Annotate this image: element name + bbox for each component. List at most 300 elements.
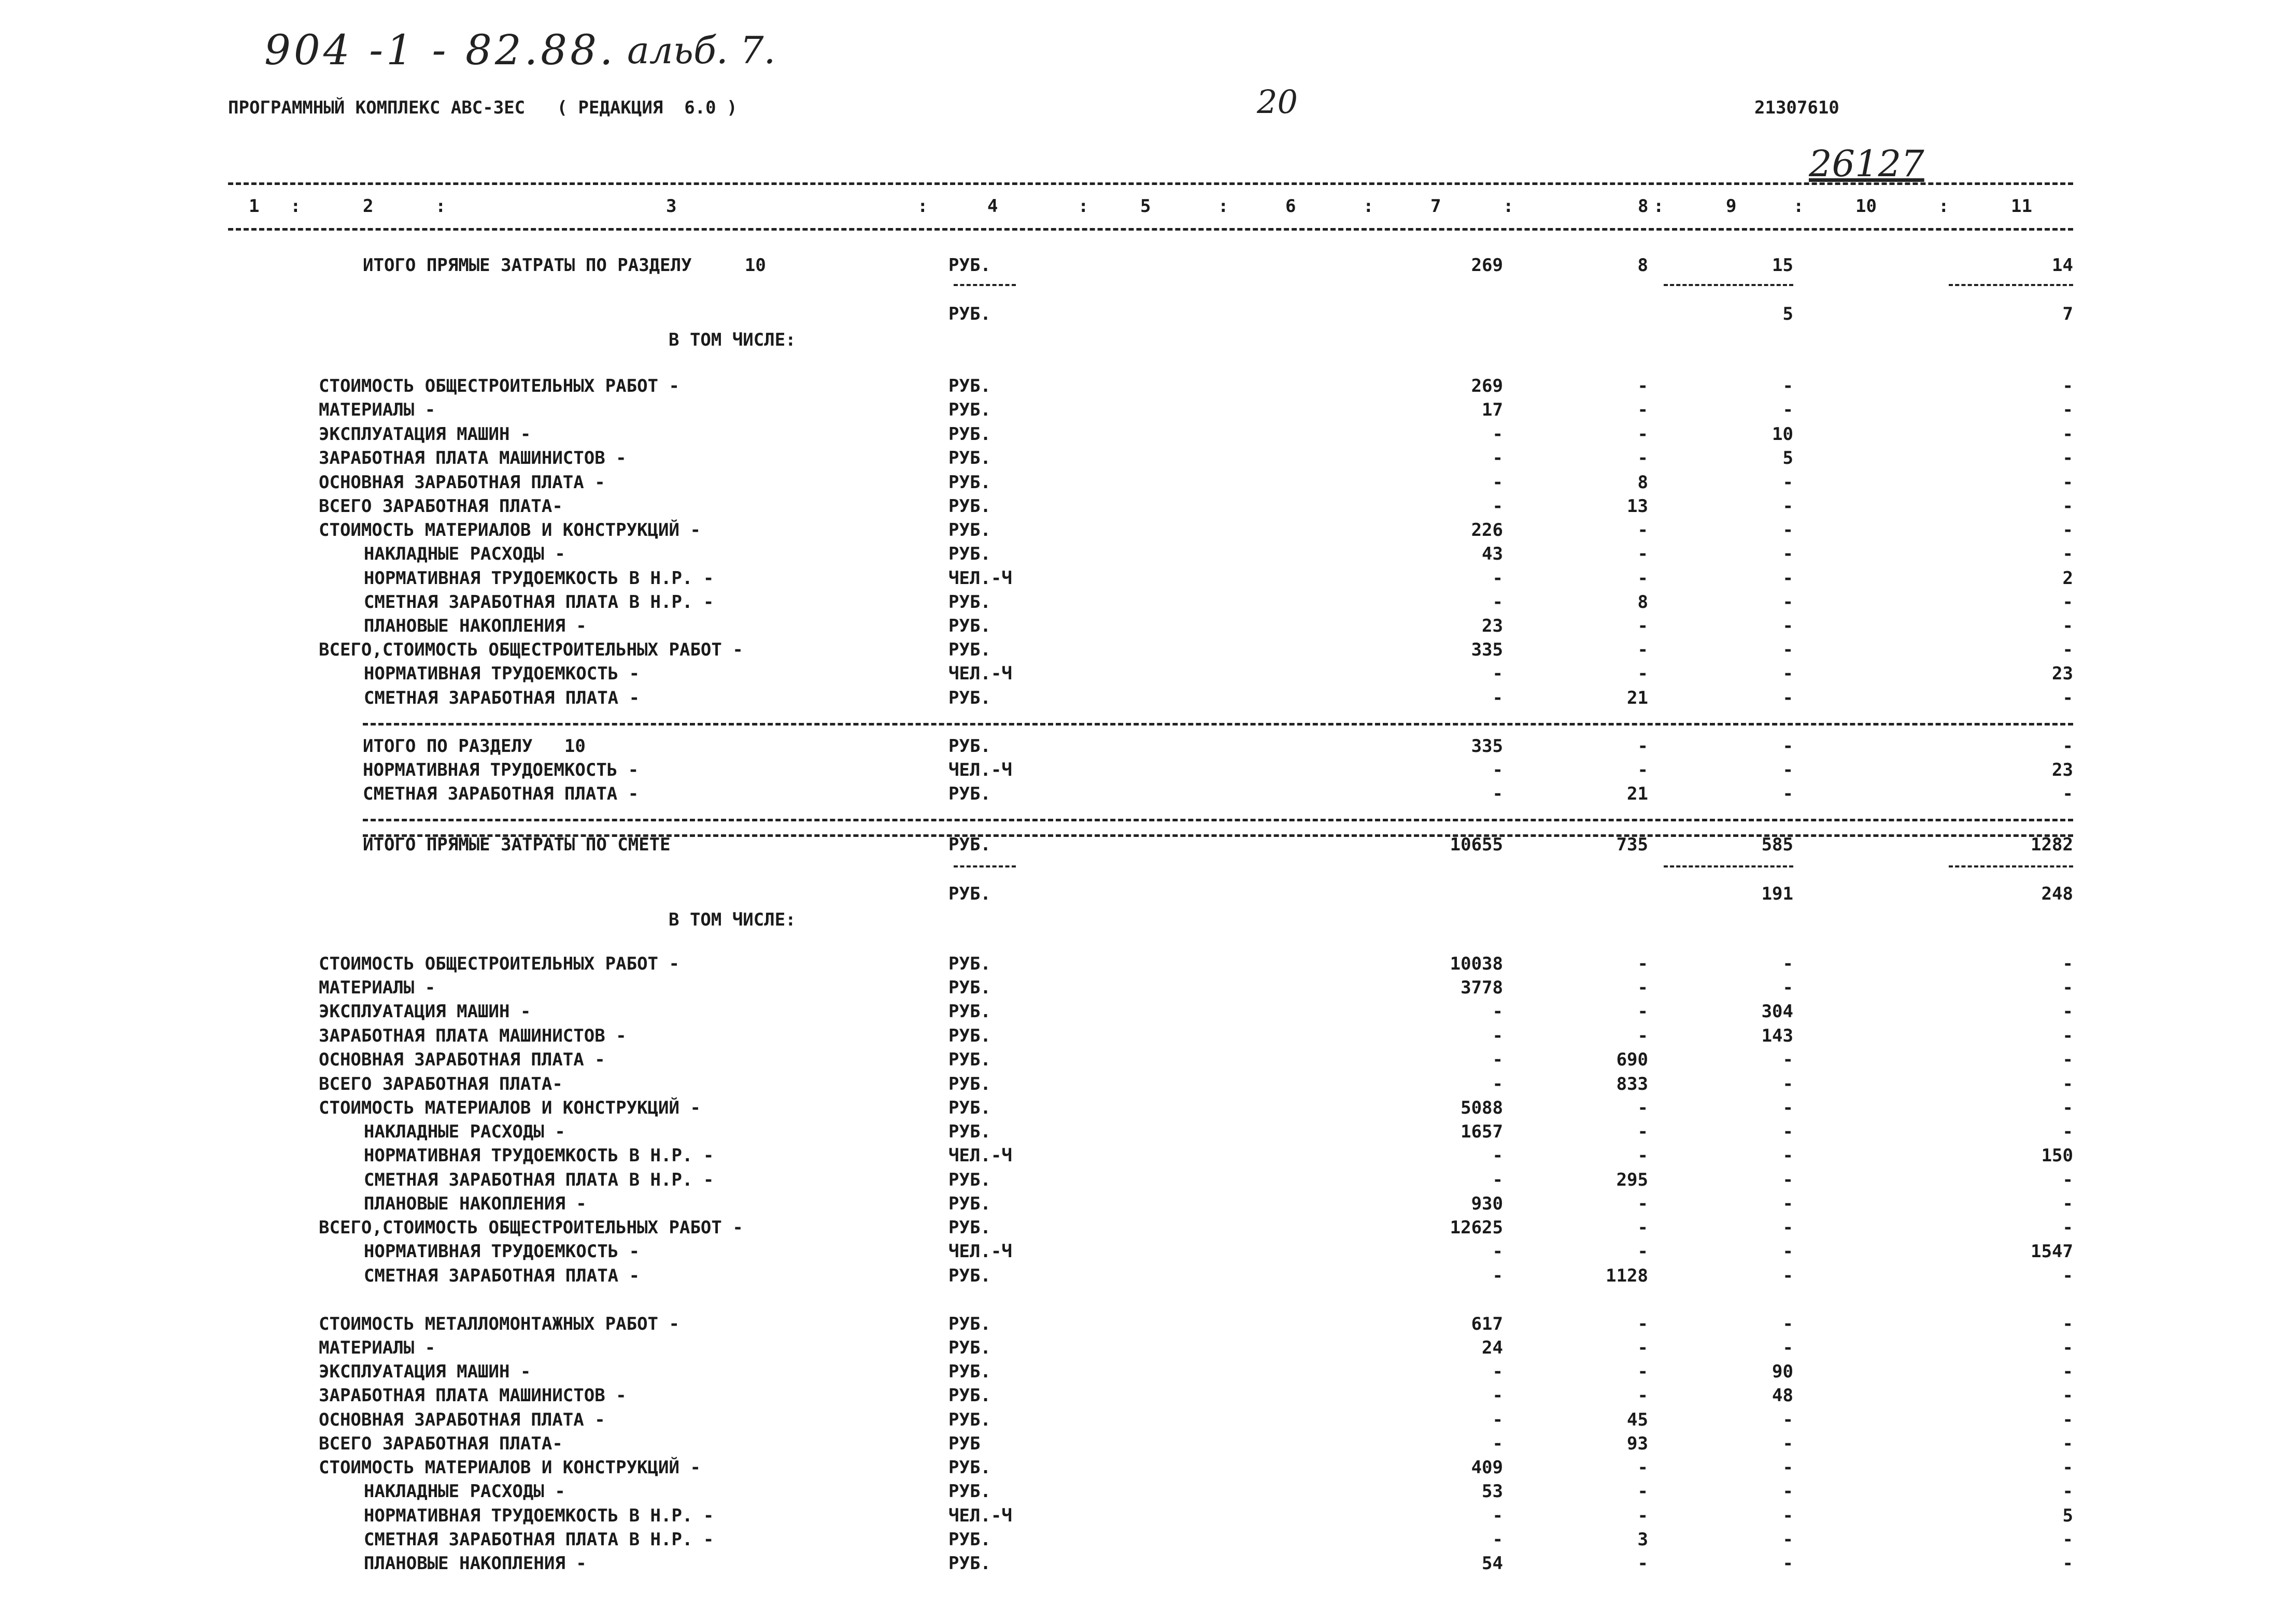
column-header-3: 3 <box>666 196 677 217</box>
row-label: ОСНОВНАЯ ЗАРАБОТНАЯ ПЛАТА - <box>319 1049 605 1070</box>
row-unit: ЧЕЛ.-Ч <box>948 1145 1012 1166</box>
cell-col9: - <box>1782 568 1793 589</box>
cell-col11: 7 <box>2062 304 2073 324</box>
cell-col11: 5 <box>2062 1505 2073 1526</box>
row-label: СТОИМОСТЬ ОБЩЕСТРОИТЕЛЬНЫХ РАБОТ - <box>319 954 679 974</box>
cell-col7: 1657 <box>1461 1121 1503 1142</box>
cell-col11: - <box>2062 1170 2073 1190</box>
cell-col7: - <box>1492 760 1503 780</box>
table-rule <box>363 819 2073 821</box>
cell-col8: 833 <box>1616 1074 1648 1094</box>
cell-col9: - <box>1782 760 1793 780</box>
row-label: ЗАРАБОТНАЯ ПЛАТА МАШИНИСТОВ - <box>319 448 627 468</box>
cell-col8: - <box>1637 639 1648 660</box>
row-label: СМЕТНАЯ ЗАРАБОТНАЯ ПЛАТА В Н.Р. - <box>321 592 714 613</box>
cell-col11: - <box>2062 977 2073 998</box>
row-unit: РУБ. <box>948 400 991 420</box>
cell-col8: 690 <box>1616 1049 1648 1070</box>
cell-col8: - <box>1637 1193 1648 1214</box>
row-unit: РУБ. <box>948 1553 991 1574</box>
row-label: МАТЕРИАЛЫ - <box>319 1338 436 1358</box>
column-separator: : <box>1078 196 1089 217</box>
cell-col9: - <box>1782 1145 1793 1166</box>
cell-col9: - <box>1782 376 1793 396</box>
cell-col8: - <box>1637 568 1648 589</box>
cell-col8: - <box>1637 1505 1648 1526</box>
cell-col11: - <box>2062 1098 2073 1118</box>
row-label: СМЕТНАЯ ЗАРАБОТНАЯ ПЛАТА - <box>321 688 640 708</box>
cell-col8: 45 <box>1627 1410 1648 1430</box>
row-label: НОРМАТИВНАЯ ТРУДОЕМКОСТЬ - <box>321 1241 640 1262</box>
header-bottom-rule <box>228 228 2073 231</box>
cell-col7: - <box>1492 1049 1503 1070</box>
cell-col9: 191 <box>1761 884 1793 904</box>
row-unit: РУБ. <box>948 520 991 540</box>
row-unit: РУБ. <box>948 1098 991 1118</box>
cell-col9: 585 <box>1761 834 1793 855</box>
cell-col8: - <box>1637 1241 1648 1262</box>
column-header-11: 11 <box>2011 196 2032 217</box>
row-unit: РУБ. <box>948 954 991 974</box>
cell-col7: 5088 <box>1461 1098 1503 1118</box>
cell-col8: - <box>1637 1145 1648 1166</box>
cell-col9: 304 <box>1761 1001 1793 1022</box>
cell-col7: 12625 <box>1450 1217 1503 1238</box>
cell-col8: 21 <box>1627 784 1648 804</box>
row-unit: ЧЕЛ.-Ч <box>948 568 1012 589</box>
cell-col8: - <box>1637 1001 1648 1022</box>
cell-col11: - <box>2062 1338 2073 1358</box>
cell-col11: 150 <box>2041 1145 2073 1166</box>
cell-col7: - <box>1492 448 1503 468</box>
cell-col11: - <box>2062 1265 2073 1286</box>
handwritten-page-number: 20 <box>1257 83 1298 121</box>
row-unit: РУБ. <box>948 376 991 396</box>
row-label: СМЕТНАЯ ЗАРАБОТНАЯ ПЛАТА - <box>363 784 639 804</box>
row-unit: РУБ <box>948 1433 981 1454</box>
cell-col8: 8 <box>1637 472 1648 493</box>
cell-col7: - <box>1492 688 1503 708</box>
cell-col9: 90 <box>1772 1361 1793 1382</box>
cell-col7: 17 <box>1482 400 1503 420</box>
row-unit: РУБ. <box>948 1385 991 1406</box>
cell-col7: - <box>1492 568 1503 589</box>
column-separator: : <box>435 196 446 217</box>
cell-col9: 10 <box>1772 424 1793 445</box>
cell-col7: - <box>1492 1361 1503 1382</box>
cell-col7: - <box>1492 1505 1503 1526</box>
column-separator: : <box>917 196 928 217</box>
cell-col7: - <box>1492 1385 1503 1406</box>
cell-col11: - <box>2062 954 2073 974</box>
cell-col11: - <box>2062 1553 2073 1574</box>
row-label: ИТОГО ПРЯМЫЕ ЗАТРАТЫ ПО СМЕТЕ <box>363 834 671 855</box>
cell-col8: - <box>1637 736 1648 757</box>
cell-col8: - <box>1637 544 1648 564</box>
cell-col7: - <box>1492 592 1503 613</box>
column-separator: : <box>1503 196 1514 217</box>
row-label: СТОИМОСТЬ МАТЕРИАЛОВ И КОНСТРУКЦИЙ - <box>319 1098 701 1118</box>
cell-col11: - <box>2062 616 2073 636</box>
cell-col8: - <box>1637 520 1648 540</box>
cell-col8: - <box>1637 1314 1648 1334</box>
cell-col9: - <box>1782 1241 1793 1262</box>
row-label: ВСЕГО ЗАРАБОТНАЯ ПЛАТА- <box>319 1433 563 1454</box>
cell-col11: - <box>2062 1410 2073 1430</box>
cell-col7: 54 <box>1482 1553 1503 1574</box>
cell-col8: 3 <box>1637 1529 1648 1550</box>
cell-col11: - <box>2062 1481 2073 1502</box>
cell-col11: - <box>2062 784 2073 804</box>
cell-col9: - <box>1782 1338 1793 1358</box>
cell-col7: - <box>1492 1410 1503 1430</box>
cell-col9: - <box>1782 977 1793 998</box>
cell-col7: 3778 <box>1461 977 1503 998</box>
cell-col9: 143 <box>1761 1026 1793 1046</box>
cell-col11: - <box>2062 736 2073 757</box>
cell-col11: - <box>2062 496 2073 517</box>
cell-col8: - <box>1637 1217 1648 1238</box>
row-label: СМЕТНАЯ ЗАРАБОТНАЯ ПЛАТА В Н.Р. - <box>321 1170 714 1190</box>
column-separator: : <box>1938 196 1949 217</box>
row-unit: РУБ. <box>948 1074 991 1094</box>
cell-col7: 10038 <box>1450 954 1503 974</box>
cell-col8: - <box>1637 448 1648 468</box>
row-label: В ТОМ ЧИСЛЕ: <box>669 330 796 350</box>
row-label: ОСНОВНАЯ ЗАРАБОТНАЯ ПЛАТА - <box>319 472 605 493</box>
column-header-7: 7 <box>1430 196 1441 217</box>
row-label: ЭКСПЛУАТАЦИЯ МАШИН - <box>319 1361 531 1382</box>
cell-col9: - <box>1782 496 1793 517</box>
cell-col8: - <box>1637 424 1648 445</box>
row-label: СТОИМОСТЬ ОБЩЕСТРОИТЕЛЬНЫХ РАБОТ - <box>319 376 679 396</box>
cell-col9: - <box>1782 1193 1793 1214</box>
cell-col11: - <box>2062 1529 2073 1550</box>
cell-col11: - <box>2062 1193 2073 1214</box>
row-label: МАТЕРИАЛЫ - <box>319 400 436 420</box>
cell-col7: - <box>1492 1265 1503 1286</box>
cell-col8: - <box>1637 1457 1648 1478</box>
cell-col9: - <box>1782 1410 1793 1430</box>
cell-col11: - <box>2062 1314 2073 1334</box>
cell-col8: 8 <box>1637 592 1648 613</box>
row-label: НОРМАТИВНАЯ ТРУДОЕМКОСТЬ В Н.Р. - <box>321 1505 714 1526</box>
row-unit: РУБ. <box>948 1361 991 1382</box>
table-rule <box>1664 865 1793 867</box>
cell-col8: - <box>1637 1361 1648 1382</box>
cell-col9: - <box>1782 954 1793 974</box>
column-header-10: 10 <box>1855 196 1877 217</box>
cell-col9: - <box>1782 400 1793 420</box>
cell-col8: - <box>1637 760 1648 780</box>
row-label: СТОИМОСТЬ МЕТАЛЛОМОНТАЖНЫХ РАБОТ - <box>319 1314 679 1334</box>
row-unit: РУБ. <box>948 544 991 564</box>
cell-col11: - <box>2062 1457 2073 1478</box>
cell-col11: - <box>2062 1433 2073 1454</box>
cell-col7: - <box>1492 496 1503 517</box>
cell-col7: 10655 <box>1450 834 1503 855</box>
row-unit: РУБ. <box>948 1121 991 1142</box>
cell-col11: - <box>2062 472 2073 493</box>
cell-col11: - <box>2062 1074 2073 1094</box>
cell-col8: 8 <box>1637 255 1648 276</box>
cell-col11: - <box>2062 448 2073 468</box>
cell-col9: 5 <box>1782 448 1793 468</box>
cell-col7: - <box>1492 424 1503 445</box>
row-label: НОРМАТИВНАЯ ТРУДОЕМКОСТЬ В Н.Р. - <box>321 568 714 589</box>
row-unit: РУБ. <box>948 639 991 660</box>
cell-col8: 295 <box>1616 1170 1648 1190</box>
cell-col7: 335 <box>1471 736 1503 757</box>
cell-col8: - <box>1637 400 1648 420</box>
cell-col11: 23 <box>2052 760 2073 780</box>
row-unit: РУБ. <box>948 592 991 613</box>
cell-col7: 269 <box>1471 376 1503 396</box>
table-rule <box>1949 284 2073 286</box>
cell-col8: - <box>1637 1553 1648 1574</box>
column-header-5: 5 <box>1140 196 1151 217</box>
cell-col7: 53 <box>1482 1481 1503 1502</box>
cell-col11: 248 <box>2041 884 2073 904</box>
column-separator: : <box>290 196 301 217</box>
table-rule <box>1664 284 1793 286</box>
row-unit: РУБ. <box>948 496 991 517</box>
cell-col8: - <box>1637 663 1648 684</box>
cell-col9: - <box>1782 736 1793 757</box>
row-unit: РУБ. <box>948 255 991 276</box>
cell-col8: 735 <box>1616 834 1648 855</box>
row-label: СТОИМОСТЬ МАТЕРИАЛОВ И КОНСТРУКЦИЙ - <box>319 1457 701 1478</box>
table-rule <box>1949 865 2073 867</box>
cell-col9: - <box>1782 1433 1793 1454</box>
table-rule <box>363 834 2073 837</box>
cell-col9: - <box>1782 1481 1793 1502</box>
top-rule <box>228 182 2073 185</box>
cell-col9: - <box>1782 592 1793 613</box>
cell-col9: - <box>1782 1170 1793 1190</box>
row-unit: РУБ. <box>948 784 991 804</box>
cell-col11: - <box>2062 688 2073 708</box>
row-label: ЭКСПЛУАТАЦИЯ МАШИН - <box>319 1001 531 1022</box>
row-unit: РУБ. <box>948 1193 991 1214</box>
row-unit: РУБ. <box>948 1314 991 1334</box>
cell-col8: - <box>1637 977 1648 998</box>
row-label: ИТОГО ПРЯМЫЕ ЗАТРАТЫ ПО РАЗДЕЛУ 10 <box>363 255 766 276</box>
cell-col9: - <box>1782 1505 1793 1526</box>
row-label: НАКЛАДНЫЕ РАСХОДЫ - <box>321 1481 565 1502</box>
cell-col9: - <box>1782 1265 1793 1286</box>
cell-col9: 15 <box>1772 255 1793 276</box>
cell-col11: - <box>2062 424 2073 445</box>
cell-col9: - <box>1782 520 1793 540</box>
cell-col9: - <box>1782 1098 1793 1118</box>
cell-col7: - <box>1492 1001 1503 1022</box>
cell-col7: 335 <box>1471 639 1503 660</box>
cell-col9: - <box>1782 784 1793 804</box>
cell-col9: - <box>1782 544 1793 564</box>
cell-col7: 226 <box>1471 520 1503 540</box>
row-unit: РУБ. <box>948 304 991 324</box>
cell-col9: - <box>1782 616 1793 636</box>
column-separator: : <box>1653 196 1664 217</box>
column-header-8: 8 <box>1638 196 1649 217</box>
row-label: ОСНОВНАЯ ЗАРАБОТНАЯ ПЛАТА - <box>319 1410 605 1430</box>
cell-col9: 48 <box>1772 1385 1793 1406</box>
cell-col7: 23 <box>1482 616 1503 636</box>
cell-col7: - <box>1492 1074 1503 1094</box>
row-unit: РУБ. <box>948 834 991 855</box>
cell-col7: 409 <box>1471 1457 1503 1478</box>
cell-col11: 1282 <box>2031 834 2073 855</box>
row-label: НАКЛАДНЫЕ РАСХОДЫ - <box>321 544 565 564</box>
row-unit: РУБ. <box>948 448 991 468</box>
table-rule <box>954 865 1016 867</box>
cell-col9: - <box>1782 1217 1793 1238</box>
cell-col9: - <box>1782 1553 1793 1574</box>
table-rule <box>954 284 1016 286</box>
column-header-9: 9 <box>1726 196 1737 217</box>
cell-col7: - <box>1492 1170 1503 1190</box>
row-label: ПЛАНОВЫЕ НАКОПЛЕНИЯ - <box>321 1193 587 1214</box>
cell-col7: - <box>1492 663 1503 684</box>
cell-col11: - <box>2062 592 2073 613</box>
column-separator: : <box>1793 196 1804 217</box>
row-label: ВСЕГО ЗАРАБОТНАЯ ПЛАТА- <box>319 1074 563 1094</box>
cell-col11: - <box>2062 1049 2073 1070</box>
cell-col11: - <box>2062 400 2073 420</box>
column-separator: : <box>1363 196 1374 217</box>
row-label: МАТЕРИАЛЫ - <box>319 977 436 998</box>
cell-col11: 1547 <box>2031 1241 2073 1262</box>
cell-col7: - <box>1492 472 1503 493</box>
cell-col9: - <box>1782 472 1793 493</box>
row-unit: ЧЕЛ.-Ч <box>948 760 1012 780</box>
cell-col9: - <box>1782 1529 1793 1550</box>
row-label: НОРМАТИВНАЯ ТРУДОЕМКОСТЬ - <box>321 663 640 684</box>
program-header-title: ПРОГРАММНЫЙ КОМПЛЕКС АВС-3ЕС ( РЕДАКЦИЯ 6.0 ) <box>228 97 738 118</box>
cell-col7: - <box>1492 1026 1503 1046</box>
row-label: ПЛАНОВЫЕ НАКОПЛЕНИЯ - <box>321 616 587 636</box>
row-label: НАКЛАДНЫЕ РАСХОДЫ - <box>321 1121 565 1142</box>
row-unit: РУБ. <box>948 1529 991 1550</box>
cell-col9: - <box>1782 1457 1793 1478</box>
cell-col11: - <box>2062 1121 2073 1142</box>
cell-col11: - <box>2062 520 2073 540</box>
row-unit: РУБ. <box>948 884 991 904</box>
row-unit: РУБ. <box>948 1217 991 1238</box>
cell-col8: 1128 <box>1606 1265 1648 1286</box>
cell-col11: 14 <box>2052 255 2073 276</box>
row-unit: РУБ. <box>948 688 991 708</box>
cell-col7: 269 <box>1471 255 1503 276</box>
cell-col9: - <box>1782 1314 1793 1334</box>
handwritten-document-number: 904 -1 - 82.88. <box>264 26 616 74</box>
cell-col8: - <box>1637 1026 1648 1046</box>
row-label: ВСЕГО,СТОИМОСТЬ ОБЩЕСТРОИТЕЛЬНЫХ РАБОТ - <box>319 639 743 660</box>
column-header-6: 6 <box>1285 196 1296 217</box>
row-unit: РУБ. <box>948 736 991 757</box>
row-unit: РУБ. <box>948 977 991 998</box>
row-label: ПЛАНОВЫЕ НАКОПЛЕНИЯ - <box>321 1553 587 1574</box>
row-unit: РУБ. <box>948 1265 991 1286</box>
cell-col9: - <box>1782 639 1793 660</box>
row-label: ВСЕГО ЗАРАБОТНАЯ ПЛАТА- <box>319 496 563 517</box>
cell-col11: - <box>2062 639 2073 660</box>
handwritten-album: альб. 7. <box>627 29 776 72</box>
column-header-2: 2 <box>363 196 374 217</box>
cell-col9: - <box>1782 1049 1793 1070</box>
cell-col11: - <box>2062 544 2073 564</box>
cell-col7: - <box>1492 1529 1503 1550</box>
cell-col9: - <box>1782 688 1793 708</box>
column-header-4: 4 <box>987 196 998 217</box>
cell-col8: - <box>1637 376 1648 396</box>
cell-col11: - <box>2062 1217 2073 1238</box>
cell-col11: - <box>2062 1026 2073 1046</box>
row-unit: ЧЕЛ.-Ч <box>948 1241 1012 1262</box>
row-unit: РУБ. <box>948 1410 991 1430</box>
cell-col8: 13 <box>1627 496 1648 517</box>
row-unit: РУБ. <box>948 424 991 445</box>
row-label: В ТОМ ЧИСЛЕ: <box>669 909 796 930</box>
cell-col7: 24 <box>1482 1338 1503 1358</box>
cell-col9: 5 <box>1782 304 1793 324</box>
cell-col7: - <box>1492 1241 1503 1262</box>
row-label: СМЕТНАЯ ЗАРАБОТНАЯ ПЛАТА - <box>321 1265 640 1286</box>
handwritten-inventory-number: 26127 <box>1809 143 1924 185</box>
row-unit: ЧЕЛ.-Ч <box>948 663 1012 684</box>
column-separator: : <box>1218 196 1229 217</box>
cell-col9: - <box>1782 663 1793 684</box>
row-unit: РУБ. <box>948 1049 991 1070</box>
row-label: СТОИМОСТЬ МАТЕРИАЛОВ И КОНСТРУКЦИЙ - <box>319 520 701 540</box>
cell-col8: 93 <box>1627 1433 1648 1454</box>
cell-col11: - <box>2062 1001 2073 1022</box>
table-rule <box>363 723 2073 725</box>
cell-col8: - <box>1637 1098 1648 1118</box>
cell-col7: - <box>1492 784 1503 804</box>
column-header-1: 1 <box>249 196 260 217</box>
row-label: ВСЕГО,СТОИМОСТЬ ОБЩЕСТРОИТЕЛЬНЫХ РАБОТ - <box>319 1217 743 1238</box>
cell-col7: 930 <box>1471 1193 1503 1214</box>
cell-col8: 21 <box>1627 688 1648 708</box>
row-label: ЗАРАБОТНАЯ ПЛАТА МАШИНИСТОВ - <box>319 1385 627 1406</box>
cell-col8: - <box>1637 1385 1648 1406</box>
cell-col7: - <box>1492 1433 1503 1454</box>
row-unit: РУБ. <box>948 1026 991 1046</box>
row-unit: ЧЕЛ.-Ч <box>948 1505 1012 1526</box>
row-label: ЗАРАБОТНАЯ ПЛАТА МАШИНИСТОВ - <box>319 1026 627 1046</box>
cell-col11: - <box>2062 1385 2073 1406</box>
cell-col7: 43 <box>1482 544 1503 564</box>
cell-col7: 617 <box>1471 1314 1503 1334</box>
cell-col11: 2 <box>2062 568 2073 589</box>
cell-col8: - <box>1637 954 1648 974</box>
cell-col7: - <box>1492 1145 1503 1166</box>
row-unit: РУБ. <box>948 1481 991 1502</box>
row-unit: РУБ. <box>948 1170 991 1190</box>
row-label: НОРМАТИВНАЯ ТРУДОЕМКОСТЬ В Н.Р. - <box>321 1145 714 1166</box>
row-label: ЭКСПЛУАТАЦИЯ МАШИН - <box>319 424 531 445</box>
cell-col9: - <box>1782 1074 1793 1094</box>
cell-col11: - <box>2062 376 2073 396</box>
row-label: ИТОГО ПО РАЗДЕЛУ 10 <box>363 736 586 757</box>
cell-col11: 23 <box>2052 663 2073 684</box>
row-unit: РУБ. <box>948 1001 991 1022</box>
cell-col8: - <box>1637 616 1648 636</box>
row-unit: РУБ. <box>948 472 991 493</box>
cell-col8: - <box>1637 1481 1648 1502</box>
